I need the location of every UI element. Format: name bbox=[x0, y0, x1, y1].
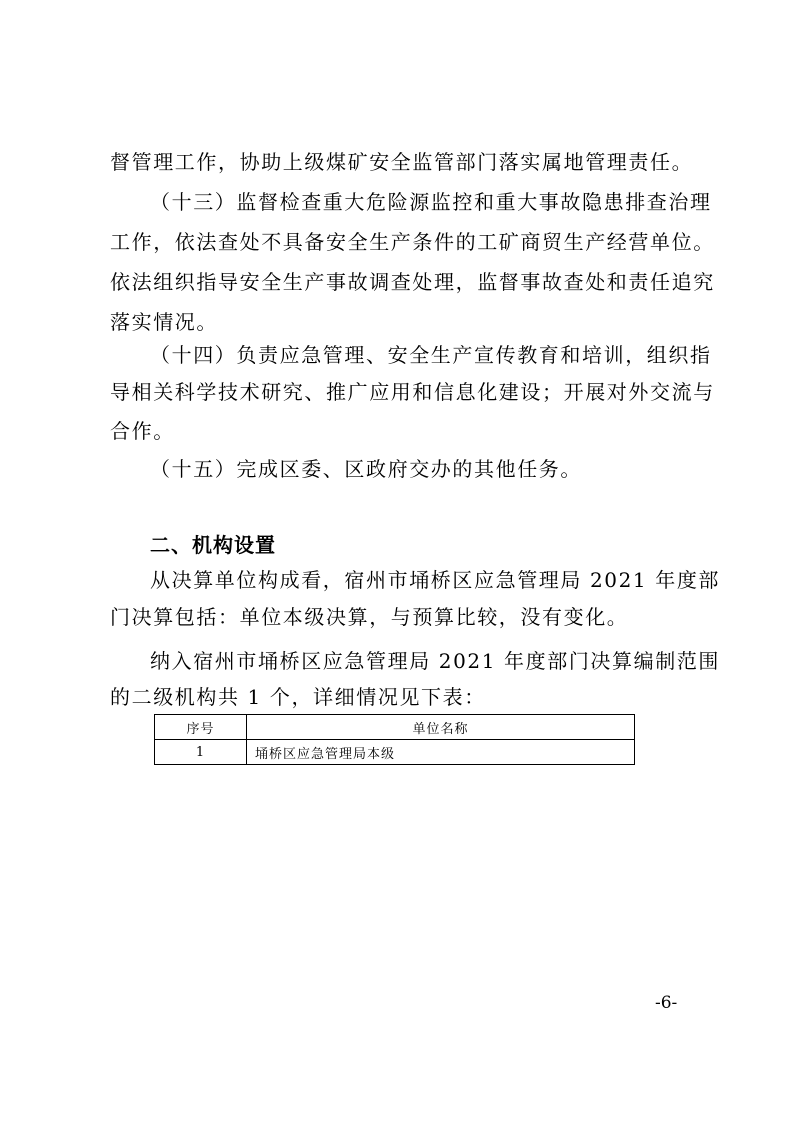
cell-index: 1 bbox=[155, 740, 247, 765]
units-table bbox=[154, 714, 635, 765]
paragraph-line: 督管理工作，协助上级煤矿安全监管部门落实属地管理责任。 bbox=[110, 150, 694, 174]
paragraph-line: （十五）完成区委、区政府交办的其他任务。 bbox=[150, 457, 582, 481]
paragraph-line: 工作，依法查处不具备安全生产条件的工矿商贸生产经营单位。 bbox=[110, 230, 715, 254]
page-number: -6- bbox=[655, 993, 678, 1013]
paragraph-line: （十四）负责应急管理、安全生产宣传教育和培训，组织指 bbox=[150, 343, 712, 367]
paragraph-line: 门决算包括：单位本级决算，与预算比较，没有变化。 bbox=[110, 605, 629, 629]
paragraph-line: 依法组织指导安全生产事故调查处理，监督事故查处和责任追究 bbox=[110, 270, 715, 294]
paragraph-line: 从决算单位构成看，宿州市埇桥区应急管理局 2021 年度部 bbox=[150, 568, 721, 592]
table-row bbox=[155, 740, 635, 765]
cell-unit-name: 埇桥区应急管理局本级 bbox=[247, 740, 635, 765]
table-header-row bbox=[155, 715, 635, 740]
section-heading: 二、机构设置 bbox=[150, 533, 276, 557]
paragraph-line: 的二级机构共 1 个，详细情况见下表： bbox=[110, 685, 486, 709]
paragraph-line: 导相关科学技术研究、推广应用和信息化建设；开展对外交流与 bbox=[110, 380, 715, 404]
paragraph-line: （十三）监督检查重大危险源监控和重大事故隐患排查治理 bbox=[150, 190, 712, 214]
paragraph-line: 落实情况。 bbox=[110, 310, 218, 334]
column-header-unit-name: 单位名称 bbox=[247, 715, 635, 740]
paragraph-line: 纳入宿州市埇桥区应急管理局 2021 年度部门决算编制范围 bbox=[150, 649, 721, 673]
paragraph-line: 合作。 bbox=[110, 419, 175, 443]
column-header-index: 序号 bbox=[155, 715, 247, 740]
